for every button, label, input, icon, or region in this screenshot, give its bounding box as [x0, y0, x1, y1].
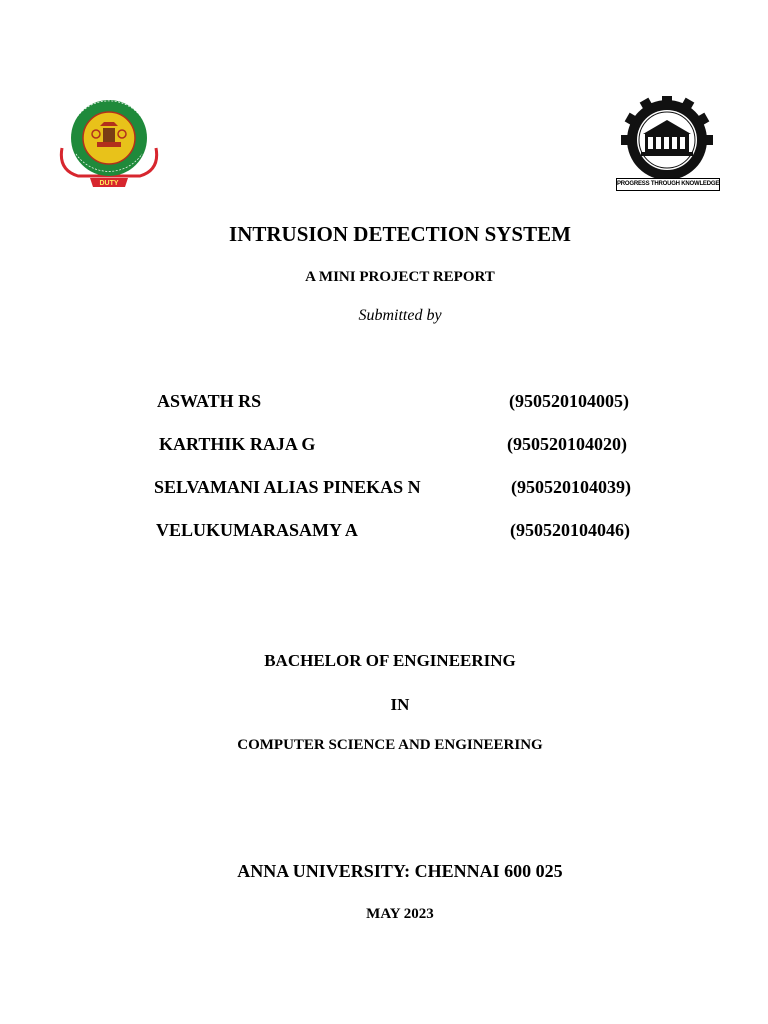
student-name: VELUKUMARASAMY A: [156, 520, 358, 540]
student-name: KARTHIK RAJA G: [159, 434, 316, 454]
submitted-by-label: Submitted by: [358, 307, 442, 324]
department-name: COMPUTER SCIENCE AND ENGINEERING: [237, 737, 543, 753]
degree-in-label: IN: [390, 695, 410, 714]
college-banner-text: DUTY: [99, 180, 119, 187]
anna-university-seal-icon: [614, 96, 720, 180]
degree-title: BACHELOR OF ENGINEERING: [264, 651, 516, 670]
college-logo: [56, 98, 162, 194]
report-subtitle: A MINI PROJECT REPORT: [305, 269, 495, 285]
student-register-number: (950520104046): [510, 520, 630, 540]
report-date: MAY 2023: [366, 906, 434, 922]
anna-university-tagline: PROGRESS THROUGH KNOWLEDGE: [616, 178, 720, 191]
college-seal-icon: [56, 98, 162, 194]
university-name: ANNA UNIVERSITY: CHENNAI 600 025: [237, 861, 563, 881]
student-register-number: (950520104039): [511, 477, 631, 497]
report-title: INTRUSION DETECTION SYSTEM: [229, 222, 571, 246]
student-name: ASWATH RS: [157, 391, 262, 411]
student-register-number: (950520104005): [509, 391, 629, 411]
student-name: SELVAMANI ALIAS PINEKAS N: [154, 477, 421, 497]
anna-university-logo: [614, 96, 720, 192]
student-register-number: (950520104020): [507, 434, 627, 454]
